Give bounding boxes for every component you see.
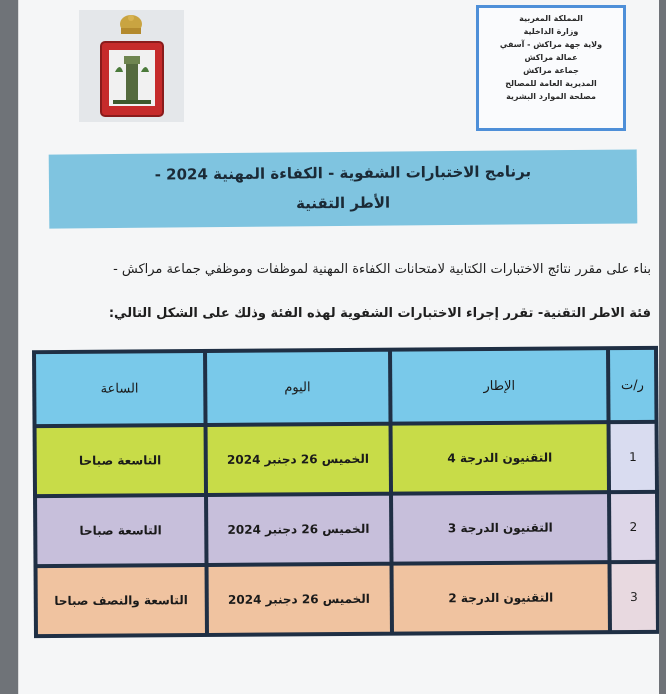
row-day: الخميس 26 دجنبر 2024 — [207, 426, 389, 493]
admin-line: وزارة الداخلية — [523, 27, 579, 36]
row-number: 1 — [611, 424, 655, 490]
document-subtitle: الأطر التقنية — [296, 193, 391, 213]
admin-line: المديرية العامة للمصالح — [505, 79, 597, 88]
row-number: 2 — [611, 494, 655, 560]
intro-paragraph: بناء على مقرر نتائج الاختبارات الكتابية لامتحانات الكفاءة المهنية لموظفات وموظفي جماعة مراكش - — [113, 262, 651, 277]
row-time: التاسعة صباحا — [37, 427, 204, 494]
admin-line: مصلحة الموارد البشرية — [506, 92, 596, 101]
header-number: ر/ت — [610, 350, 654, 420]
admin-line: ولاية جهة مراكش - آسفي — [499, 40, 603, 49]
header-day: اليوم — [207, 352, 389, 423]
table-row — [38, 564, 656, 634]
row-frame: التقنيون الدرجة 2 — [393, 564, 608, 631]
row-time: التاسعة والنصف صباحا — [38, 567, 205, 634]
row-frame: التقنيون الدرجة 4 — [392, 424, 607, 491]
header-frame: الإطار — [392, 350, 607, 421]
admin-line: عمالة مراكش — [524, 53, 578, 62]
table-row — [37, 494, 655, 564]
city-emblem-icon — [79, 10, 184, 122]
document-title-band — [49, 149, 638, 228]
administration-header-box — [476, 5, 626, 131]
admin-line: جماعة مراكش — [523, 66, 579, 75]
decision-paragraph: فئة الاطر التقنية- تقرر إجراء الاختبارات الشفوية لهذه الفئة وذلك على الشكل التالي: — [108, 306, 651, 321]
header-time: الساعة — [36, 353, 203, 424]
row-frame: التقنيون الدرجة 3 — [393, 494, 608, 561]
oral-exam-schedule-table — [32, 346, 659, 638]
document-title: برنامج الاختبارات الشفوية - الكفاءة المهنية 2024 - — [154, 162, 532, 184]
row-day: الخميس 26 دجنبر 2024 — [208, 496, 390, 563]
document-page — [18, 0, 659, 694]
table-header-row — [36, 350, 654, 424]
row-number: 3 — [612, 564, 656, 630]
admin-line: المملكة المغربية — [519, 14, 583, 23]
table-row — [37, 424, 655, 494]
row-time: التاسعة صباحا — [37, 497, 204, 564]
row-day: الخميس 26 دجنبر 2024 — [208, 566, 390, 633]
